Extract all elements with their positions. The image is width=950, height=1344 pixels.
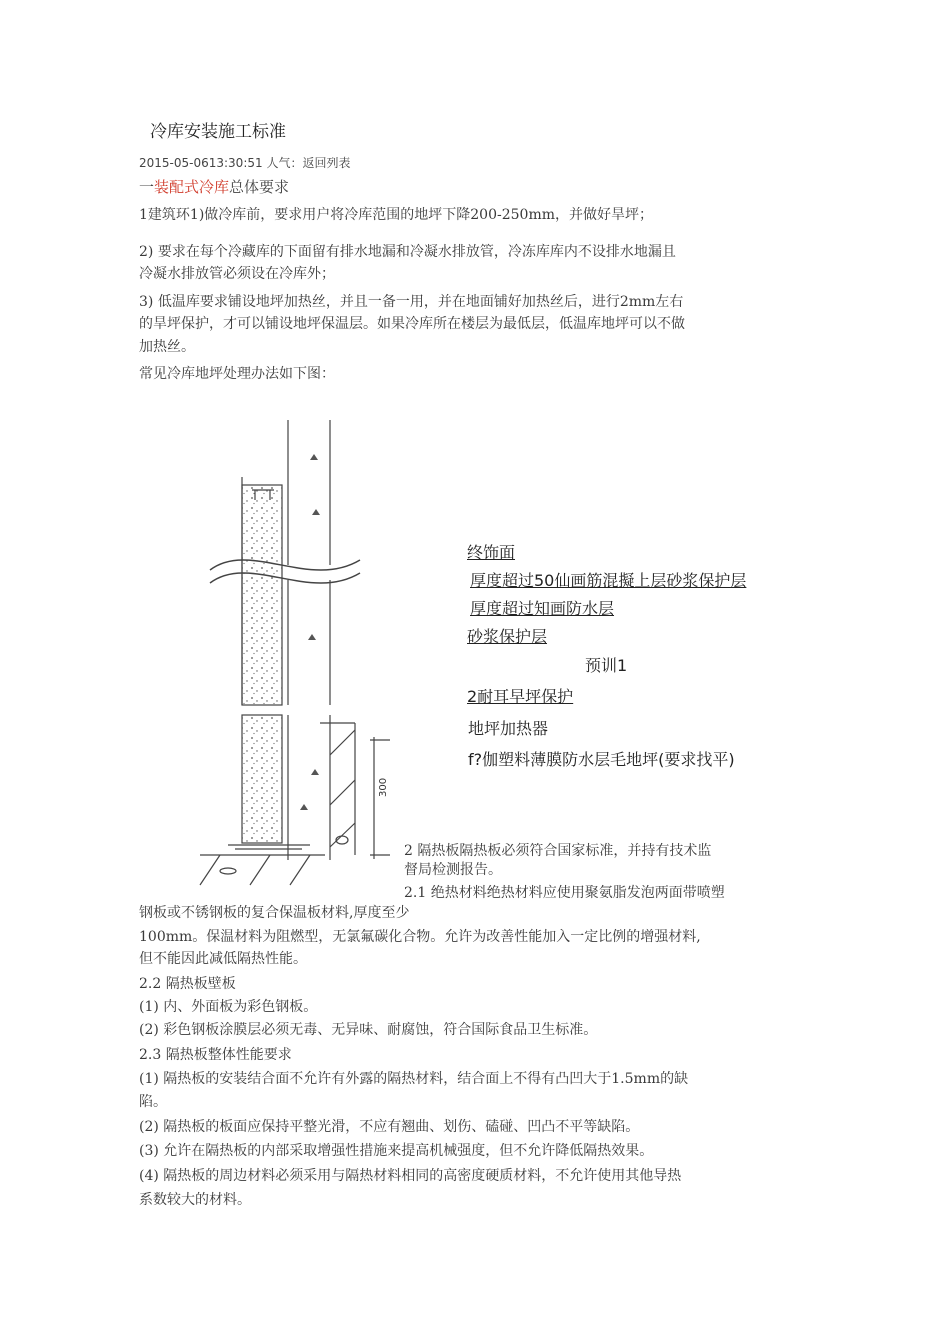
section-2-3-item1-line2: 陷。 bbox=[139, 1094, 167, 1110]
paragraph-4: 常见冷库地坪处理办法如下图： bbox=[139, 366, 335, 382]
section-2-1-line2: 钢板或不锈钢板的复合保温板材料,厚度至少 bbox=[139, 905, 410, 921]
paragraph-2-line1: 2) 要求在每个冷藏库的下面留有排水地漏和冷凝水排放管，冷冻库库内不设排水地漏且 bbox=[139, 244, 676, 260]
section-2-2-heading: 2.2 隔热板壁板 bbox=[139, 976, 236, 992]
section-suffix: 总体要求 bbox=[229, 178, 290, 196]
label-floor-heater: 地坪加热器 bbox=[468, 719, 549, 738]
views-label: 人气： bbox=[266, 156, 303, 170]
label-floor-protection: 2耐耳早坪保护 bbox=[467, 687, 574, 706]
article-date: 2015-05-0613:30:51 bbox=[139, 156, 263, 170]
label-plastic-membrane: f?伽塑料薄膜防水层毛地坪(要求找平) bbox=[468, 750, 735, 769]
section-2-2-item2: (2) 彩色钢板涂膜层必须无毒、无异味、耐腐蚀，符合国际食品卫生标准。 bbox=[139, 1022, 598, 1038]
paragraph-3-line3: 加热丝。 bbox=[139, 339, 195, 355]
label-preset: 预训1 bbox=[585, 656, 628, 675]
section-highlight-link[interactable]: 装配式冷库 bbox=[154, 178, 230, 196]
label-waterproof-layer: 厚度超过知画防水层 bbox=[470, 599, 615, 618]
section-2-3-item4-line2: 系数较大的材料。 bbox=[139, 1192, 251, 1208]
section-2-1-line4: 但不能因此减低隔热性能。 bbox=[139, 951, 307, 967]
section-prefix: 一 bbox=[139, 178, 155, 196]
label-mortar-layer: 砂浆保护层 bbox=[467, 627, 548, 646]
section-2-3-heading: 2.3 隔热板整体性能要求 bbox=[139, 1047, 292, 1063]
section-2-3-item2: (2) 隔热板的板面应保持平整光滑，不应有翘曲、划伤、磕碰、凹凸不平等缺陷。 bbox=[139, 1119, 640, 1135]
article-meta bbox=[139, 154, 351, 171]
back-to-list-link[interactable]: 返回列表 bbox=[302, 156, 351, 170]
section-heading bbox=[139, 176, 289, 197]
label-finish-surface: 终饰面 bbox=[467, 543, 516, 562]
section-2-2-item1: (1) 内、外面板为彩色钢板。 bbox=[139, 999, 318, 1015]
paragraph-1: 1建筑环1)做冷库前，要求用户将冷库范围的地坪下降200-250mm，并做好旱坪； bbox=[139, 207, 653, 223]
paragraph-3-line1: 3) 低温库要求铺设地坪加热丝，并且一备一用，并在地面铺好加热丝后，进行2mm左右 bbox=[139, 294, 684, 310]
paragraph-2-line2: 冷凝水排放管必须设在冷库外； bbox=[139, 266, 335, 282]
paragraph-3-line2: 的旱坪保护，才可以铺设地坪保温层。如果冷库所在楼层为最低层，低温库地坪可以不做 bbox=[139, 316, 685, 332]
dimension-label: 300 bbox=[378, 777, 389, 797]
section-2-line2: 督局检测报告。 bbox=[404, 862, 502, 878]
section-2-1-line1: 2.1 绝热材料绝热材料应使用聚氨脂发泡两面带喷塑 bbox=[404, 885, 725, 901]
section-2-line1: 2 隔热板隔热板必须符合国家标准，并持有技术监 bbox=[404, 843, 712, 859]
section-2-3-item3: (3) 允许在隔热板的内部采取增强性措施来提高机械强度，但不允许降低隔热效果。 bbox=[139, 1143, 654, 1159]
section-2-3-item1-line1: (1) 隔热板的安装结合面不允许有外露的隔热材料，结合面上不得有凸凹大于1.5mm的缺 bbox=[139, 1071, 689, 1087]
label-mortar-protection: 厚度超过50仙画筋混擬上层砂浆保护层 bbox=[470, 571, 747, 590]
floor-section-drawing bbox=[190, 415, 420, 890]
section-2-1-line3: 100mm。保温材料为阻燃型，无氯氟碳化合物。允许为改善性能加入一定比例的增强材料, bbox=[139, 929, 701, 945]
article-title: 冷库安装施工标准 bbox=[150, 122, 286, 142]
section-2-3-item4-line1: (4) 隔热板的周边材料必须采用与隔热材料相同的高密度硬质材料，不允许使用其他导热 bbox=[139, 1168, 682, 1184]
